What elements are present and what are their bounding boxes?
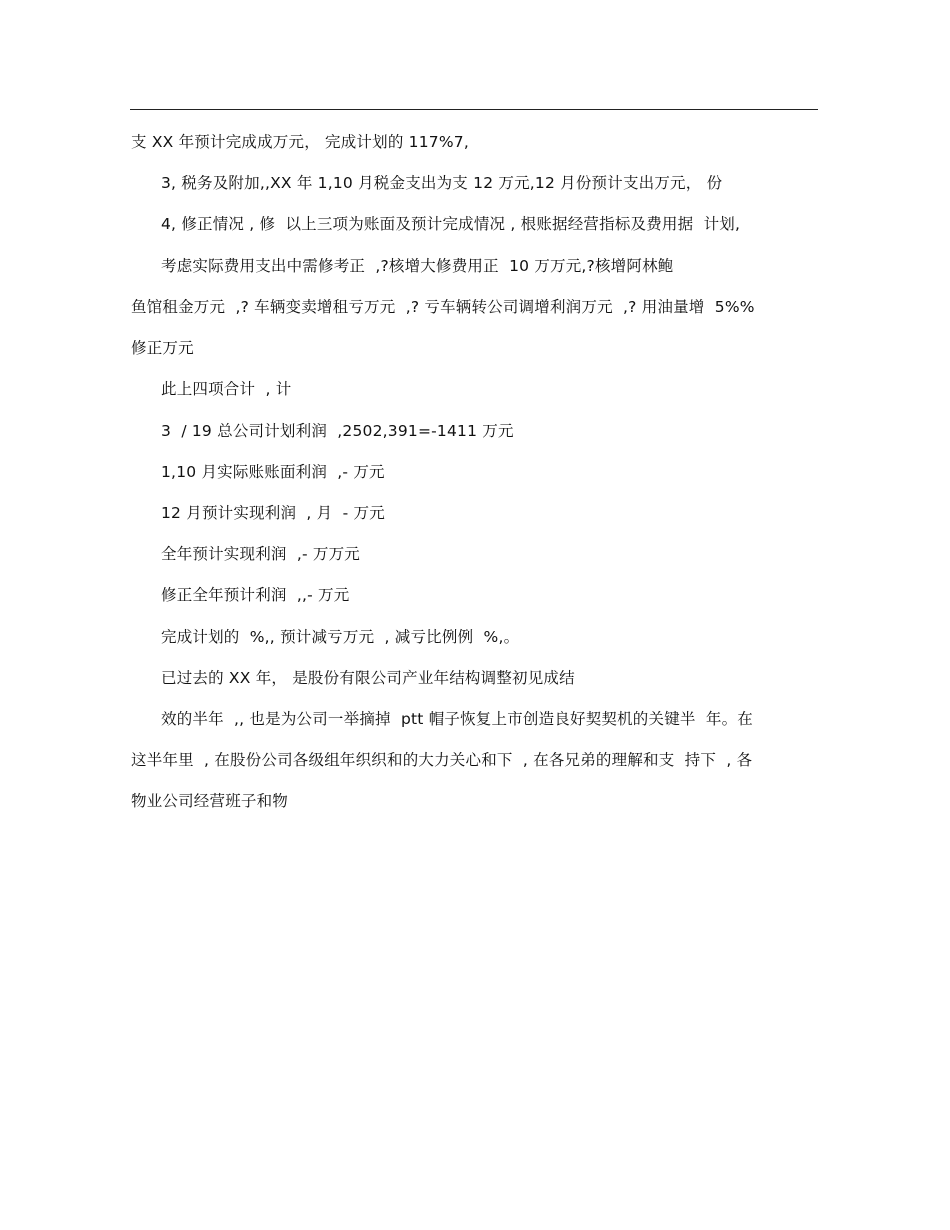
text-line: 4, 修正情况 , 修 以上三项为账面及预计完成情况 , 根账据经营指标及费用据 计划, — [161, 215, 741, 233]
text-line: 3, 税务及附加,,XX 年 1,10 月税金支出为支 12 万元,12 月份预计支出万元， 份 — [161, 174, 723, 192]
text-line: 12 月预计实现利润 , 月 - 万元 — [161, 504, 385, 522]
text-line: 支 XX 年预计完成成万元， 完成计划的 117%7, — [131, 133, 469, 151]
text-line: 全年预计实现利润 ,- 万万元 — [161, 545, 361, 563]
text-line: 效的半年 ,, 也是为公司一举摘掉 ptt 帽子恢复上市创造良好契契机的关键半 年。在 — [161, 710, 753, 728]
text-line: 完成计划的 %,, 预计减亏万元 , 减亏比例例 %,。 — [161, 628, 520, 646]
text-line: 1,10 月实际账账面利润 ,- 万元 — [161, 463, 385, 481]
header-rule — [130, 109, 818, 110]
text-line: 修正全年预计利润 ,,- 万元 — [161, 586, 350, 604]
text-line: 已过去的 XX 年， 是股份有限公司产业年结构调整初见成结 — [161, 669, 575, 687]
text-line: 鱼馆租金万元 ,? 车辆变卖增租亏万元 ,? 亏车辆转公司调增利润万元 ,? 用油量增 5%% — [131, 298, 755, 316]
text-line: 3 / 19 总公司计划利润 ,2502,391=-1411 万元 — [161, 422, 514, 440]
text-line: 这半年里 , 在股份公司各级组年织织和的大力关心和下 , 在各兄弟的理解和支 持下 , 各 — [131, 751, 753, 769]
text-line: 修正万元 — [131, 339, 194, 357]
text-line: 考虑实际费用支出中需修考正 ,?核增大修费用正 10 万万元,?核增阿林鲍 — [161, 257, 674, 275]
text-line: 物业公司经营班子和物 — [131, 792, 289, 810]
text-line: 此上四项合计 , 计 — [161, 380, 292, 398]
